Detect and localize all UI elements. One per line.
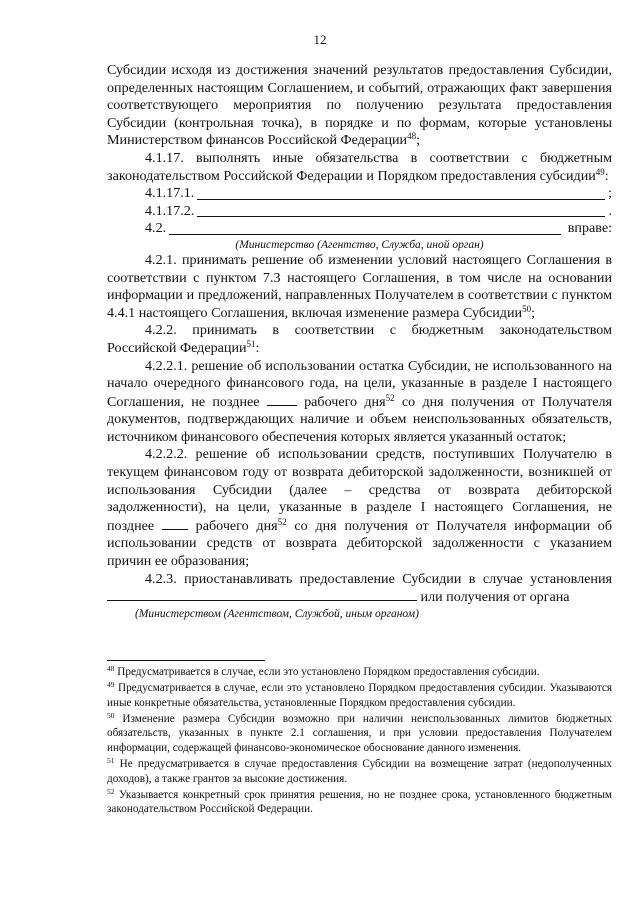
paragraph-text: или получения от органа bbox=[417, 589, 570, 606]
fill-row-label: 4.1.17.1. bbox=[145, 185, 195, 202]
paragraph-text: 4.2.1. принимать решение об изменении условий настоящего Соглашения в соответствии с пунктом 7.3 настоящего Соглашения, в том числе на основании информации и предложений, направленных Получателем в соответствии с пунктом 4.4.1 настоящего Соглашения, включая изменение размера Субсидии bbox=[107, 251, 612, 321]
blank-line bbox=[197, 198, 605, 200]
footnote-49 bbox=[107, 681, 612, 710]
paragraph-text: со дня получения от Получателя документов, подтверждающих наличие и объем неиспользованных обязательств, источником финансового обеспечения которых является указанный остаток; bbox=[107, 393, 612, 445]
paragraph-text: рабочего дня bbox=[296, 393, 386, 410]
footnote-number: 52 bbox=[107, 786, 115, 796]
paragraph-4-2-2-1 bbox=[107, 358, 612, 447]
fill-row-4-1-17-1 bbox=[107, 185, 612, 203]
paragraph-text: 4.2.2.1. решение об использовании остатка Субсидии, не использованного на начало очередного финансового года, на цели, указанные в разделе I настоящего Соглашения, не позднее bbox=[107, 357, 612, 410]
fill-row-4-2 bbox=[107, 220, 612, 238]
paragraph-text: ; bbox=[416, 132, 421, 149]
footnote-ref: 49 bbox=[595, 166, 605, 177]
footnote-number: 50 bbox=[107, 710, 115, 720]
blank-line bbox=[107, 588, 417, 601]
footnote-number: 48 bbox=[107, 664, 115, 673]
paragraph-text: рабочего дня bbox=[187, 517, 278, 534]
footnote-separator bbox=[107, 660, 265, 661]
paragraph-4-2-2 bbox=[107, 322, 612, 357]
hint-organ: (Министерство (Агентство, Служба, иной орган) bbox=[235, 238, 484, 251]
footnote-52 bbox=[107, 788, 612, 817]
paragraph-text: ; bbox=[531, 304, 535, 321]
fill-row-end: ; bbox=[608, 185, 612, 202]
blank-line bbox=[197, 215, 605, 217]
footnote-text: Изменение размера Субсидии возможно при наличии неиспользованных лимитов бюджетных обязательств, указанных в пункте 2.1 соглашения, и при условии предоставления Получателем информации, содержащей финансово-экономическое обоснование данного изменения. bbox=[107, 712, 612, 754]
footnote-number: 51 bbox=[107, 756, 115, 766]
footnote-ref: 51 bbox=[246, 338, 256, 349]
footnote-ref: 52 bbox=[385, 392, 395, 403]
footnotes bbox=[107, 665, 612, 818]
document-body bbox=[107, 62, 612, 621]
footnote-ref: 52 bbox=[277, 516, 287, 527]
hint-organ-instrumental: (Министерством (Агентством, Службой, иным органом) bbox=[135, 607, 419, 620]
footnote-48 bbox=[107, 665, 612, 680]
page-number: 12 bbox=[313, 32, 327, 47]
footnote-50 bbox=[107, 712, 612, 756]
blank-line bbox=[267, 393, 297, 406]
fill-row-label: 4.2. bbox=[145, 220, 167, 237]
blank-line bbox=[169, 233, 561, 235]
footnote-text: Указывается конкретный срок принятия решения, но не позднее срока, установленного бюджетным законодательством Российской Федерации. bbox=[107, 788, 612, 816]
paragraph-4-2-3 bbox=[107, 571, 612, 607]
paragraph-text: 4.1.17. выполнять иные обязательства в соответствии с бюджетным законодательством Российской Федерации и Порядком предоставления субсидии bbox=[107, 149, 612, 184]
blank-line bbox=[162, 517, 188, 530]
paragraph-results bbox=[107, 62, 612, 150]
fill-row-end: вправе: bbox=[564, 220, 612, 237]
footnote-ref: 48 bbox=[407, 131, 417, 142]
footnote-ref: 50 bbox=[522, 303, 532, 314]
footnote-text: Не предусматривается в случае предоставления Субсидии на возмещение затрат (недополученных доходов), а также грантов за высокие достижения. bbox=[107, 758, 612, 785]
paragraph-4-2-1 bbox=[107, 252, 612, 322]
paragraph-text: Субсидии исходя из достижения значений результатов предоставления Субсидии, определенных настоящим Соглашением, и событий, отражающих факт завершения соответствующего мероприятия по получению результата предоставления Субсидии (контрольная точка), в порядке и по формам, которые установлены Министерством финансов Российской Федерации bbox=[107, 62, 612, 149]
paragraph-text: 4.2.2.2. решение об использовании средств, поступивших Получателю в текущем финансовом году от возврата дебиторской задолженности, возникшей от использования Субсидии (далее – средства от возврата дебиторской задолженности), на цели, указанные в разделе I настоящего Соглашения, не позднее bbox=[107, 446, 612, 534]
footnote-text: Предусматривается в случае, если это установлено Порядком предоставления субсидии. Указываются иные конкретные обязательства, установленные Порядком предоставления субсидии. bbox=[107, 682, 612, 709]
paragraph-text: со дня получения от Получателя информации об использовании средств от возврата дебиторской задолженности с указанием причин ее образования; bbox=[107, 517, 612, 570]
footnote-number: 49 bbox=[107, 680, 115, 690]
paragraph-text: : bbox=[255, 339, 260, 356]
paragraph-4-1-17 bbox=[107, 150, 612, 185]
paragraph-text: : bbox=[604, 167, 609, 184]
footnote-51 bbox=[107, 757, 612, 786]
paragraph-4-2-2-2 bbox=[107, 446, 612, 570]
paragraph-text: 4.2.2. принимать в соответствии с бюджетным законодательством Российской Федерации bbox=[107, 322, 612, 356]
fill-row-4-1-17-2 bbox=[107, 203, 612, 221]
paragraph-text: 4.2.3. приостанавливать предоставление Субсидии в случае установления bbox=[145, 570, 612, 587]
fill-row-end: . bbox=[608, 202, 612, 219]
fill-row-label: 4.1.17.2. bbox=[145, 202, 195, 219]
footnote-text: Предусматривается в случае, если это установлено Порядком предоставления субсидии. bbox=[114, 666, 540, 678]
